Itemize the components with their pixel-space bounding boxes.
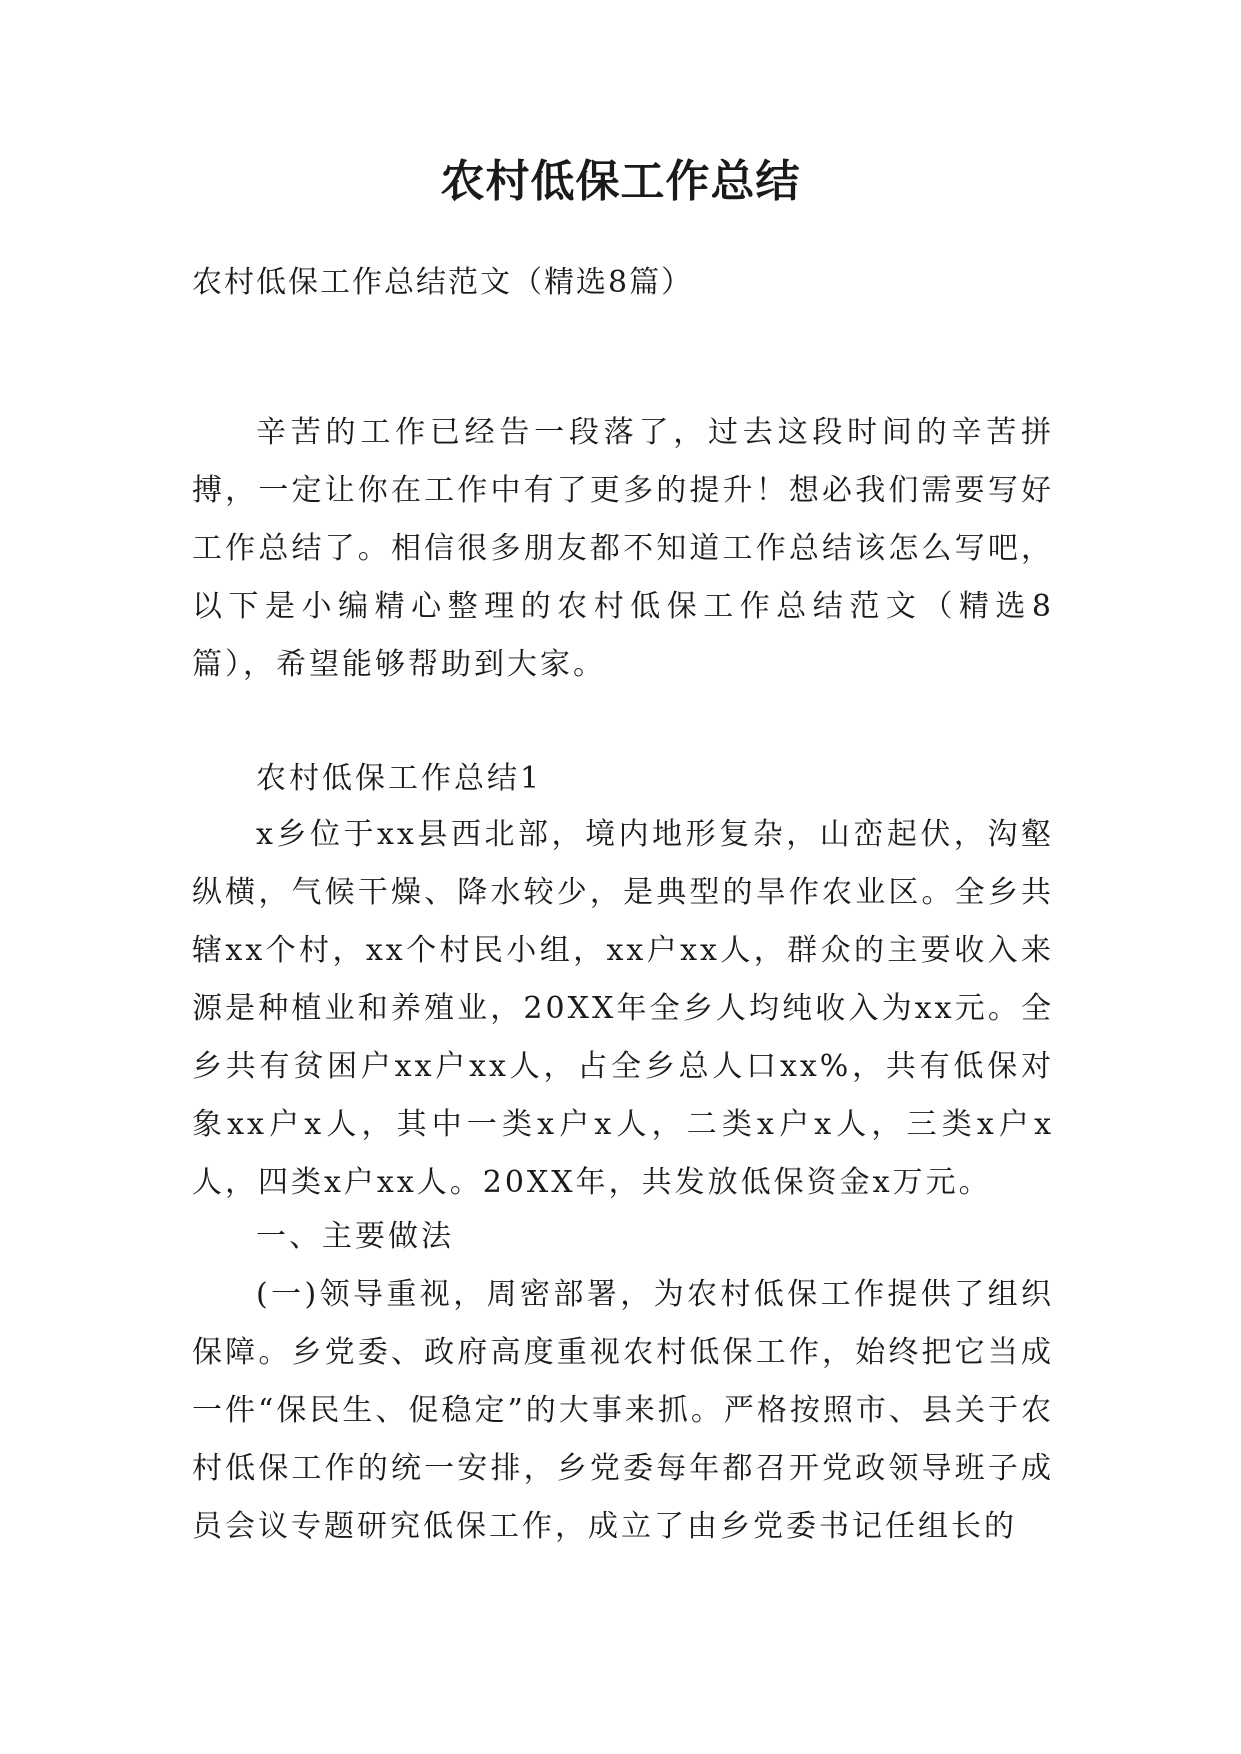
body-paragraph-2: (一)领导重视，周密部署，为农村低保工作提供了组织保障。乡党委、政府高度重视农村低保工作，始终把它当成一件“保民生、促稳定”的大事来抓。严格按照市、县关于农村低保工作的统一安排，乡党委每年都召开党政领导班子成员会议专题研究低保工作，成立了由乡党委书记任组长的 [192,1277,1054,1544]
document-subtitle: 农村低保工作总结范文（精选8篇） [192,265,694,300]
section-title: 农村低保工作总结1 [256,761,543,796]
intro-paragraph: 辛苦的工作已经告一段落了，过去这段时间的辛苦拼搏，一定让你在工作中有了更多的提升！想必我们需要写好工作总结了。相信很多朋友都不知道工作总结该怎么写吧，以下是小编精心整理的农村低保工作总结范文（精选8篇），希望能够帮助到大家。 [192,415,1054,682]
body-paragraph-1: x乡位于xx县西北部，境内地形复杂，山峦起伏，沟壑纵横，气候干燥、降水较少，是典型的旱作农业区。全乡共辖xx个村，xx个村民小组，xx户xx人，群众的主要收入来源是种植业和养殖业，20XX年全乡人均纯收入为xx元。全乡共有贫困户xx户xx人，占全乡总人口xx%，共有低保对象xx户x人，其中一类x户x人，二类x户x人，三类x户x人，四类x户xx人。20XX年，共发放低保资金x万元。 [192,817,1054,1200]
document-title: 农村低保工作总结 [440,156,801,207]
heading-main-practices: 一、主要做法 [256,1219,454,1254]
